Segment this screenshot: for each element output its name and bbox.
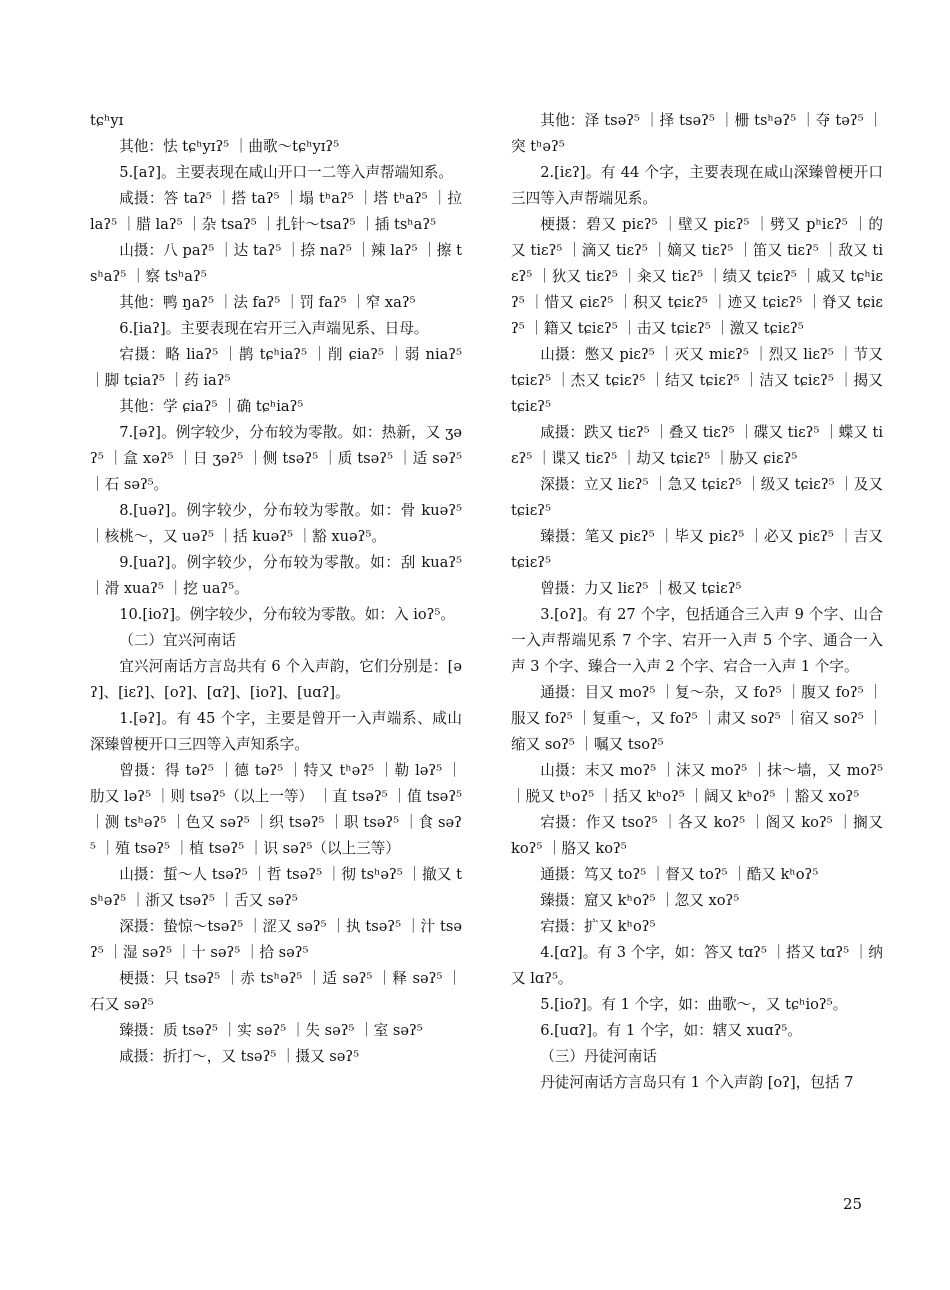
right-paragraph: 2.[iɛʔ]。有 44 个字，主要表现在咸山深臻曾梗开口三四等入声帮端见系。 — [511, 164, 883, 207]
right-column — [511, 108, 883, 1096]
left-paragraph: 9.[uaʔ]。例字较少，分布较为零散。如：刮 kuaʔ⁵ ｜滑 xuaʔ⁵ ｜挖 uaʔ⁵。 — [90, 554, 462, 597]
left-paragraph: tɕʰyɪ — [90, 112, 124, 129]
left-paragraph: 8.[uəʔ]。例字较少，分布较为零散。如：骨 kuəʔ⁵ ｜核桃～，又 uəʔ⁵ ｜括 kuəʔ⁵ ｜豁 xuəʔ⁵。 — [90, 502, 462, 545]
left-paragraph: 10.[ioʔ]。例字较少，分布较为零散。如：入 ioʔ⁵。 — [119, 606, 455, 623]
right-paragraph: 6.[uɑʔ]。有 1 个字，如：辖又 xuɑʔ⁵。 — [540, 1022, 802, 1039]
left-column — [90, 108, 462, 1070]
left-paragraph: 臻摄：质 tsəʔ⁵ ｜实 səʔ⁵ ｜失 səʔ⁵ ｜室 səʔ⁵ — [119, 1022, 423, 1039]
left-paragraph: 其他：鸭 ŋaʔ⁵ ｜法 faʔ⁵ ｜罚 faʔ⁵ ｜窄 xaʔ⁵ — [119, 294, 416, 311]
left-paragraph: 深摄：蛰惊～tsəʔ⁵ ｜涩又 səʔ⁵ ｜执 tsəʔ⁵ ｜汁 tsəʔ⁵ ｜湿 səʔ⁵ ｜十 səʔ⁵ ｜拾 səʔ⁵ — [90, 918, 462, 961]
right-paragraph: 5.[ioʔ]。有 1 个字，如：曲歌～，又 tɕʰioʔ⁵。 — [540, 996, 848, 1013]
left-paragraph: 山摄：蜇～人 tsəʔ⁵ ｜哲 tsəʔ⁵ ｜彻 tsʰəʔ⁵ ｜撤又 tsʰəʔ⁵ ｜浙又 tsəʔ⁵ ｜舌又 səʔ⁵ — [90, 866, 462, 909]
left-paragraph: 其他：学 ɕiaʔ⁵ ｜确 tɕʰiaʔ⁵ — [119, 398, 304, 415]
right-paragraph: 臻摄：窟又 kʰoʔ⁵ ｜忽又 xoʔ⁵ — [540, 892, 740, 909]
right-paragraph: 通摄：笃又 toʔ⁵ ｜督又 toʔ⁵ ｜酷又 kʰoʔ⁵ — [540, 866, 819, 883]
right-paragraph: 深摄：立又 liɛʔ⁵ ｜急又 tɕiɛʔ⁵ ｜级又 tɕiɛʔ⁵ ｜及又 tɕiɛʔ⁵ — [511, 476, 883, 519]
right-paragraph: 其他：泽 tsəʔ⁵ ｜择 tsəʔ⁵ ｜栅 tsʰəʔ⁵ ｜夺 təʔ⁵ ｜突 tʰəʔ⁵ — [511, 112, 883, 155]
left-paragraph: （二）宜兴河南话 — [119, 632, 236, 649]
right-paragraph: 咸摄：跌又 tiɛʔ⁵ ｜叠又 tiɛʔ⁵ ｜碟又 tiɛʔ⁵ ｜蝶又 tiɛʔ⁵ ｜谍又 tiɛʔ⁵ ｜劫又 tɕiɛʔ⁵ ｜胁又 ɕiɛʔ⁵ — [511, 424, 883, 467]
right-paragraph: 4.[ɑʔ]。有 3 个字，如：答又 tɑʔ⁵ ｜搭又 tɑʔ⁵ ｜纳又 lɑʔ⁵。 — [511, 944, 883, 987]
left-paragraph: 5.[aʔ]。主要表现在咸山开口一二等入声帮端知系。 — [119, 164, 453, 181]
right-paragraph: 3.[oʔ]。有 27 个字，包括通合三入声 9 个字、山合一入声帮端见系 7 个字、宕开一入声 5 个字、通合一入声 3 个字、臻合一入声 2 个字、宕合一入声 1 个字。 — [511, 606, 883, 675]
right-paragraph: 山摄：末又 moʔ⁵ ｜沫又 moʔ⁵ ｜抹～墙，又 moʔ⁵ ｜脱又 tʰoʔ⁵ ｜括又 kʰoʔ⁵ ｜阔又 kʰoʔ⁵ ｜豁又 xoʔ⁵ — [511, 762, 883, 805]
right-paragraph: 通摄：目又 moʔ⁵ ｜复～杂，又 foʔ⁵ ｜腹又 foʔ⁵ ｜服又 foʔ⁵ ｜复重～，又 foʔ⁵ ｜肃又 soʔ⁵ ｜宿又 soʔ⁵ ｜缩又 soʔ⁵ ｜嘱又 tsoʔ⁵ — [511, 684, 883, 753]
left-paragraph: 其他：怯 tɕʰyɪʔ⁵ ｜曲歌～tɕʰyɪʔ⁵ — [119, 138, 340, 155]
left-paragraph: 宜兴河南话方言岛共有 6 个入声韵，它们分别是：[əʔ]、[iɛʔ]、[oʔ]、[ɑʔ]、[ioʔ]、[uɑʔ]。 — [90, 658, 462, 701]
left-paragraph: 宕摄：略 liaʔ⁵ ｜鹊 tɕʰiaʔ⁵ ｜削 ɕiaʔ⁵ ｜弱 niaʔ⁵ ｜脚 tɕiaʔ⁵ ｜药 iaʔ⁵ — [90, 346, 462, 389]
left-paragraph: 山摄：八 paʔ⁵ ｜达 taʔ⁵ ｜捺 naʔ⁵ ｜辣 laʔ⁵ ｜擦 tsʰaʔ⁵ ｜察 tsʰaʔ⁵ — [90, 242, 462, 285]
right-paragraph: 丹徒河南话方言岛只有 1 个入声韵 [oʔ]，包括 7 — [540, 1074, 854, 1091]
right-paragraph: 臻摄：笔又 piɛʔ⁵ ｜毕又 piɛʔ⁵ ｜必又 piɛʔ⁵ ｜吉又 tɕiɛʔ⁵ — [511, 528, 883, 571]
left-paragraph: 1.[əʔ]。有 45 个字，主要是曾开一入声端系、咸山深臻曾梗开口三四等入声知系字。 — [90, 710, 462, 753]
right-paragraph: 梗摄：碧又 piɛʔ⁵ ｜壁又 piɛʔ⁵ ｜劈又 pʰiɛʔ⁵ ｜的又 tiɛʔ⁵ ｜滴又 tiɛʔ⁵ ｜嫡又 tiɛʔ⁵ ｜笛又 tiɛʔ⁵ ｜敌又 tiɛʔ⁵ ｜狄又 tiɛʔ⁵ ｜籴又 tiɛʔ⁵ ｜绩又 tɕiɛʔ⁵ ｜戚又 tɕʰiɛʔ⁵ ｜惜又 ɕiɛʔ⁵ ｜积又 tɕiɛʔ⁵ ｜迹又 tɕiɛʔ⁵ ｜脊又 tɕiɛʔ⁵ ｜籍又 tɕiɛʔ⁵ ｜击又 tɕiɛʔ⁵ ｜激又 tɕiɛʔ⁵ — [511, 216, 883, 337]
right-paragraph: 山摄：憋又 piɛʔ⁵ ｜灭又 miɛʔ⁵ ｜烈又 liɛʔ⁵ ｜节又 tɕiɛʔ⁵ ｜杰又 tɕiɛʔ⁵ ｜结又 tɕiɛʔ⁵ ｜洁又 tɕiɛʔ⁵ ｜揭又 tɕiɛʔ⁵ — [511, 346, 883, 415]
right-paragraph: 曾摄：力又 liɛʔ⁵ ｜极又 tɕiɛʔ⁵ — [540, 580, 742, 597]
right-paragraph: 宕摄：作又 tsoʔ⁵ ｜各又 koʔ⁵ ｜阁又 koʔ⁵ ｜搁又 koʔ⁵ ｜胳又 koʔ⁵ — [511, 814, 883, 857]
left-paragraph: 7.[əʔ]。例字较少，分布较为零散。如：热新，又 ʒəʔ⁵ ｜盒 xəʔ⁵ ｜日 ʒəʔ⁵ ｜侧 tsəʔ⁵ ｜质 tsəʔ⁵ ｜适 səʔ⁵ ｜石 səʔ⁵。 — [90, 424, 462, 493]
right-paragraph: （三）丹徒河南话 — [540, 1048, 657, 1065]
right-paragraph: 宕摄：扩又 kʰoʔ⁵ — [540, 918, 656, 935]
left-paragraph: 梗摄：只 tsəʔ⁵ ｜赤 tsʰəʔ⁵ ｜适 səʔ⁵ ｜释 səʔ⁵ ｜石又 səʔ⁵ — [90, 970, 462, 1013]
page-number: 25 — [843, 1195, 863, 1213]
left-paragraph: 曾摄：得 təʔ⁵ ｜德 təʔ⁵ ｜特又 tʰəʔ⁵ ｜勒 ləʔ⁵ ｜肋又 ləʔ⁵ ｜则 tsəʔ⁵（以上一等） ｜直 tsəʔ⁵ ｜值 tsəʔ⁵ ｜测 tsʰəʔ⁵ ｜色又 səʔ⁵ ｜织 tsəʔ⁵ ｜职 tsəʔ⁵ ｜食 səʔ⁵ ｜殖 tsəʔ⁵ ｜植 tsəʔ⁵ ｜识 səʔ⁵（以上三等） — [90, 762, 462, 857]
left-paragraph: 咸摄：折打～，又 tsəʔ⁵ ｜摄又 səʔ⁵ — [119, 1048, 360, 1065]
left-paragraph: 咸摄：答 taʔ⁵ ｜搭 taʔ⁵ ｜塌 tʰaʔ⁵ ｜塔 tʰaʔ⁵ ｜拉 laʔ⁵ ｜腊 laʔ⁵ ｜杂 tsaʔ⁵ ｜扎针～tsaʔ⁵ ｜插 tsʰaʔ⁵ — [90, 190, 462, 233]
left-paragraph: 6.[iaʔ]。主要表现在宕开三入声端见系、日母。 — [119, 320, 429, 337]
